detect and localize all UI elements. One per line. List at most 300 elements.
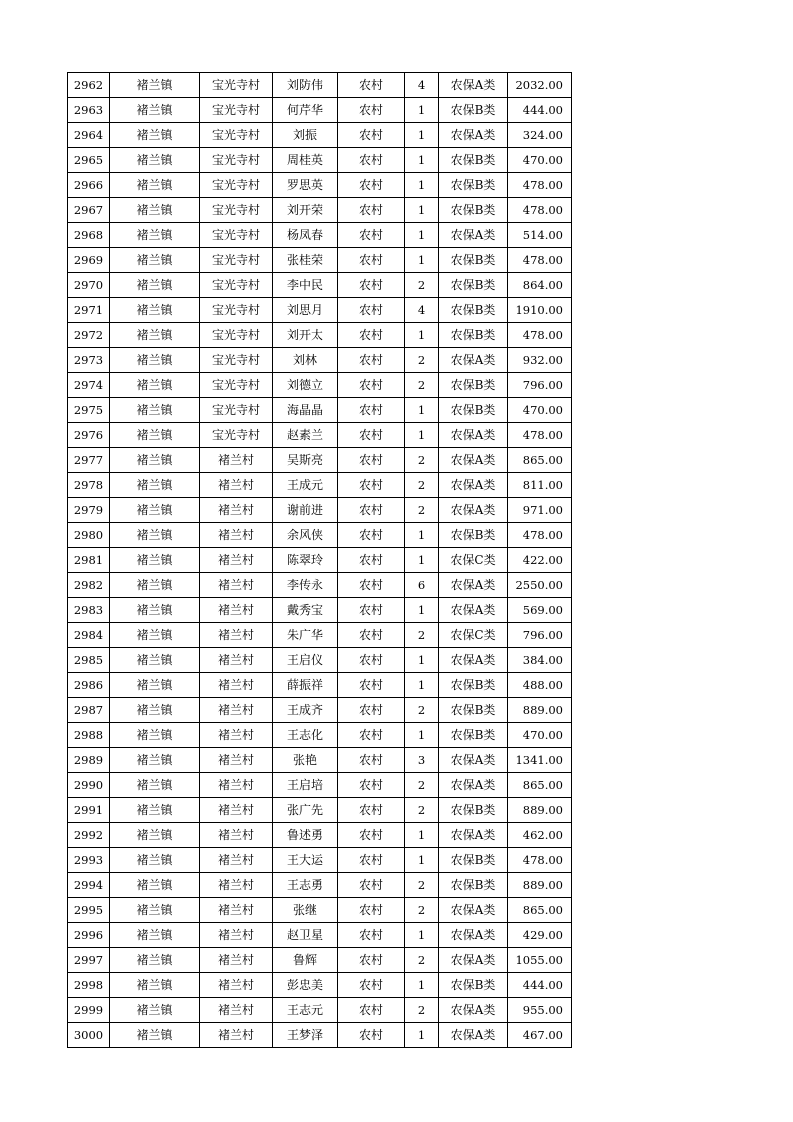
category-cell: 农保B类 — [439, 673, 508, 698]
amount-cell: 444.00 — [508, 98, 572, 123]
amount-cell: 971.00 — [508, 498, 572, 523]
name-cell: 王志元 — [273, 998, 338, 1023]
town-cell: 褚兰镇 — [110, 623, 200, 648]
count-cell: 1 — [405, 323, 439, 348]
village-cell: 宝光寺村 — [200, 398, 273, 423]
amount-cell: 889.00 — [508, 798, 572, 823]
amount-cell: 865.00 — [508, 773, 572, 798]
type-cell: 农村 — [338, 823, 405, 848]
count-cell: 1 — [405, 823, 439, 848]
village-cell: 宝光寺村 — [200, 123, 273, 148]
count-cell: 1 — [405, 973, 439, 998]
table-row — [68, 798, 572, 823]
town-cell: 褚兰镇 — [110, 673, 200, 698]
count-cell: 2 — [405, 348, 439, 373]
village-cell: 宝光寺村 — [200, 373, 273, 398]
count-cell: 3 — [405, 748, 439, 773]
count-cell: 1 — [405, 148, 439, 173]
amount-cell: 478.00 — [508, 198, 572, 223]
town-cell: 褚兰镇 — [110, 823, 200, 848]
type-cell: 农村 — [338, 323, 405, 348]
name-cell: 杨凤春 — [273, 223, 338, 248]
town-cell: 褚兰镇 — [110, 498, 200, 523]
village-cell: 宝光寺村 — [200, 173, 273, 198]
category-cell: 农保A类 — [439, 748, 508, 773]
category-cell: 农保A类 — [439, 498, 508, 523]
table-row — [68, 973, 572, 998]
village-cell: 褚兰村 — [200, 973, 273, 998]
count-cell: 2 — [405, 448, 439, 473]
amount-cell: 422.00 — [508, 548, 572, 573]
category-cell: 农保B类 — [439, 798, 508, 823]
category-cell: 农保B类 — [439, 373, 508, 398]
table-row — [68, 948, 572, 973]
name-cell: 刘思月 — [273, 298, 338, 323]
name-cell: 余风侠 — [273, 523, 338, 548]
type-cell: 农村 — [338, 673, 405, 698]
category-cell: 农保C类 — [439, 548, 508, 573]
name-cell: 鲁述勇 — [273, 823, 338, 848]
count-cell: 2 — [405, 498, 439, 523]
serial-cell: 2964 — [68, 123, 110, 148]
name-cell: 张桂荣 — [273, 248, 338, 273]
count-cell: 1 — [405, 423, 439, 448]
amount-cell: 889.00 — [508, 698, 572, 723]
town-cell: 褚兰镇 — [110, 973, 200, 998]
type-cell: 农村 — [338, 948, 405, 973]
table-row — [68, 573, 572, 598]
count-cell: 1 — [405, 723, 439, 748]
category-cell: 农保A类 — [439, 948, 508, 973]
village-cell: 褚兰村 — [200, 598, 273, 623]
type-cell: 农村 — [338, 723, 405, 748]
name-cell: 刘开太 — [273, 323, 338, 348]
count-cell: 4 — [405, 298, 439, 323]
category-cell: 农保B类 — [439, 723, 508, 748]
amount-cell: 811.00 — [508, 473, 572, 498]
serial-cell: 2986 — [68, 673, 110, 698]
village-cell: 宝光寺村 — [200, 248, 273, 273]
serial-cell: 2976 — [68, 423, 110, 448]
serial-cell: 2980 — [68, 523, 110, 548]
name-cell: 陈翠玲 — [273, 548, 338, 573]
village-cell: 宝光寺村 — [200, 198, 273, 223]
type-cell: 农村 — [338, 698, 405, 723]
town-cell: 褚兰镇 — [110, 548, 200, 573]
table-row — [68, 473, 572, 498]
type-cell: 农村 — [338, 123, 405, 148]
amount-cell: 478.00 — [508, 848, 572, 873]
village-cell: 褚兰村 — [200, 673, 273, 698]
village-cell: 褚兰村 — [200, 948, 273, 973]
serial-cell: 2974 — [68, 373, 110, 398]
serial-cell: 2973 — [68, 348, 110, 373]
type-cell: 农村 — [338, 973, 405, 998]
amount-cell: 2550.00 — [508, 573, 572, 598]
name-cell: 王启仪 — [273, 648, 338, 673]
village-cell: 褚兰村 — [200, 498, 273, 523]
town-cell: 褚兰镇 — [110, 173, 200, 198]
count-cell: 1 — [405, 523, 439, 548]
count-cell: 1 — [405, 198, 439, 223]
serial-cell: 2984 — [68, 623, 110, 648]
type-cell: 农村 — [338, 773, 405, 798]
village-cell: 宝光寺村 — [200, 73, 273, 98]
count-cell: 2 — [405, 273, 439, 298]
type-cell: 农村 — [338, 398, 405, 423]
serial-cell: 2983 — [68, 598, 110, 623]
table-row — [68, 423, 572, 448]
serial-cell: 2975 — [68, 398, 110, 423]
serial-cell: 2982 — [68, 573, 110, 598]
amount-cell: 864.00 — [508, 273, 572, 298]
amount-cell: 470.00 — [508, 148, 572, 173]
amount-cell: 462.00 — [508, 823, 572, 848]
name-cell: 王成元 — [273, 473, 338, 498]
town-cell: 褚兰镇 — [110, 223, 200, 248]
amount-cell: 488.00 — [508, 673, 572, 698]
village-cell: 褚兰村 — [200, 998, 273, 1023]
name-cell: 李传永 — [273, 573, 338, 598]
serial-cell: 2995 — [68, 898, 110, 923]
village-cell: 褚兰村 — [200, 1023, 273, 1048]
category-cell: 农保A类 — [439, 123, 508, 148]
category-cell: 农保B类 — [439, 173, 508, 198]
town-cell: 褚兰镇 — [110, 523, 200, 548]
category-cell: 农保A类 — [439, 223, 508, 248]
count-cell: 2 — [405, 998, 439, 1023]
type-cell: 农村 — [338, 248, 405, 273]
name-cell: 张继 — [273, 898, 338, 923]
table-row — [68, 523, 572, 548]
name-cell: 张广先 — [273, 798, 338, 823]
type-cell: 农村 — [338, 623, 405, 648]
table-row — [68, 898, 572, 923]
amount-cell: 467.00 — [508, 1023, 572, 1048]
count-cell: 1 — [405, 648, 439, 673]
category-cell: 农保A类 — [439, 773, 508, 798]
town-cell: 褚兰镇 — [110, 698, 200, 723]
type-cell: 农村 — [338, 298, 405, 323]
town-cell: 褚兰镇 — [110, 848, 200, 873]
count-cell: 1 — [405, 923, 439, 948]
category-cell: 农保B类 — [439, 248, 508, 273]
town-cell: 褚兰镇 — [110, 648, 200, 673]
name-cell: 吴斯亮 — [273, 448, 338, 473]
type-cell: 农村 — [338, 1023, 405, 1048]
serial-cell: 2972 — [68, 323, 110, 348]
table-row — [68, 923, 572, 948]
count-cell: 2 — [405, 773, 439, 798]
type-cell: 农村 — [338, 848, 405, 873]
table-row — [68, 498, 572, 523]
table-row — [68, 623, 572, 648]
category-cell: 农保B类 — [439, 848, 508, 873]
count-cell: 2 — [405, 373, 439, 398]
count-cell: 1 — [405, 173, 439, 198]
count-cell: 2 — [405, 873, 439, 898]
table-row — [68, 373, 572, 398]
town-cell: 褚兰镇 — [110, 923, 200, 948]
town-cell: 褚兰镇 — [110, 723, 200, 748]
table-row — [68, 723, 572, 748]
amount-cell: 429.00 — [508, 923, 572, 948]
table-row — [68, 123, 572, 148]
table-row — [68, 323, 572, 348]
table-body — [68, 73, 572, 1048]
village-cell: 褚兰村 — [200, 698, 273, 723]
village-cell: 褚兰村 — [200, 573, 273, 598]
amount-cell: 384.00 — [508, 648, 572, 673]
category-cell: 农保A类 — [439, 648, 508, 673]
count-cell: 6 — [405, 573, 439, 598]
serial-cell: 2981 — [68, 548, 110, 573]
village-cell: 褚兰村 — [200, 723, 273, 748]
count-cell: 1 — [405, 1023, 439, 1048]
serial-cell: 2967 — [68, 198, 110, 223]
town-cell: 褚兰镇 — [110, 98, 200, 123]
count-cell: 2 — [405, 698, 439, 723]
serial-cell: 2989 — [68, 748, 110, 773]
name-cell: 王启培 — [273, 773, 338, 798]
type-cell: 农村 — [338, 573, 405, 598]
village-cell: 褚兰村 — [200, 623, 273, 648]
village-cell: 宝光寺村 — [200, 348, 273, 373]
town-cell: 褚兰镇 — [110, 573, 200, 598]
serial-cell: 2966 — [68, 173, 110, 198]
serial-cell: 2970 — [68, 273, 110, 298]
name-cell: 薛振祥 — [273, 673, 338, 698]
category-cell: 农保A类 — [439, 573, 508, 598]
amount-cell: 955.00 — [508, 998, 572, 1023]
count-cell: 2 — [405, 798, 439, 823]
town-cell: 褚兰镇 — [110, 248, 200, 273]
name-cell: 戴秀宝 — [273, 598, 338, 623]
table-row — [68, 248, 572, 273]
town-cell: 褚兰镇 — [110, 798, 200, 823]
table-row — [68, 548, 572, 573]
town-cell: 褚兰镇 — [110, 1023, 200, 1048]
village-cell: 宝光寺村 — [200, 148, 273, 173]
amount-cell: 470.00 — [508, 398, 572, 423]
serial-cell: 2998 — [68, 973, 110, 998]
serial-cell: 2971 — [68, 298, 110, 323]
name-cell: 刘振 — [273, 123, 338, 148]
serial-cell: 2985 — [68, 648, 110, 673]
name-cell: 王大运 — [273, 848, 338, 873]
town-cell: 褚兰镇 — [110, 873, 200, 898]
table-row — [68, 873, 572, 898]
table-row — [68, 598, 572, 623]
serial-cell: 2962 — [68, 73, 110, 98]
serial-cell: 2990 — [68, 773, 110, 798]
name-cell: 王梦泽 — [273, 1023, 338, 1048]
count-cell: 1 — [405, 398, 439, 423]
town-cell: 褚兰镇 — [110, 123, 200, 148]
amount-cell: 889.00 — [508, 873, 572, 898]
village-cell: 褚兰村 — [200, 923, 273, 948]
table-row — [68, 673, 572, 698]
table-row — [68, 348, 572, 373]
serial-cell: 2997 — [68, 948, 110, 973]
amount-cell: 1910.00 — [508, 298, 572, 323]
type-cell: 农村 — [338, 523, 405, 548]
serial-cell: 2968 — [68, 223, 110, 248]
town-cell: 褚兰镇 — [110, 748, 200, 773]
type-cell: 农村 — [338, 998, 405, 1023]
type-cell: 农村 — [338, 648, 405, 673]
serial-cell: 3000 — [68, 1023, 110, 1048]
name-cell: 赵卫星 — [273, 923, 338, 948]
table-row — [68, 748, 572, 773]
town-cell: 褚兰镇 — [110, 898, 200, 923]
type-cell: 农村 — [338, 373, 405, 398]
category-cell: 农保B类 — [439, 198, 508, 223]
amount-cell: 796.00 — [508, 373, 572, 398]
town-cell: 褚兰镇 — [110, 73, 200, 98]
category-cell: 农保A类 — [439, 348, 508, 373]
amount-cell: 932.00 — [508, 348, 572, 373]
category-cell: 农保A类 — [439, 898, 508, 923]
serial-cell: 2979 — [68, 498, 110, 523]
category-cell: 农保A类 — [439, 473, 508, 498]
count-cell: 1 — [405, 673, 439, 698]
type-cell: 农村 — [338, 923, 405, 948]
count-cell: 2 — [405, 473, 439, 498]
category-cell: 农保A类 — [439, 823, 508, 848]
village-cell: 宝光寺村 — [200, 323, 273, 348]
table-row — [68, 648, 572, 673]
serial-cell: 2969 — [68, 248, 110, 273]
town-cell: 褚兰镇 — [110, 948, 200, 973]
count-cell: 1 — [405, 248, 439, 273]
type-cell: 农村 — [338, 898, 405, 923]
town-cell: 褚兰镇 — [110, 273, 200, 298]
serial-cell: 2994 — [68, 873, 110, 898]
table-row — [68, 198, 572, 223]
village-cell: 褚兰村 — [200, 473, 273, 498]
category-cell: 农保B类 — [439, 298, 508, 323]
amount-cell: 478.00 — [508, 323, 572, 348]
name-cell: 何芹华 — [273, 98, 338, 123]
town-cell: 褚兰镇 — [110, 773, 200, 798]
town-cell: 褚兰镇 — [110, 373, 200, 398]
table-row — [68, 773, 572, 798]
serial-cell: 2993 — [68, 848, 110, 873]
category-cell: 农保A类 — [439, 598, 508, 623]
table-row — [68, 698, 572, 723]
category-cell: 农保B类 — [439, 698, 508, 723]
name-cell: 张艳 — [273, 748, 338, 773]
count-cell: 1 — [405, 848, 439, 873]
serial-cell: 2992 — [68, 823, 110, 848]
village-cell: 褚兰村 — [200, 773, 273, 798]
table-row — [68, 448, 572, 473]
count-cell: 1 — [405, 98, 439, 123]
town-cell: 褚兰镇 — [110, 473, 200, 498]
table-row — [68, 98, 572, 123]
village-cell: 褚兰村 — [200, 548, 273, 573]
category-cell: 农保A类 — [439, 923, 508, 948]
amount-cell: 444.00 — [508, 973, 572, 998]
type-cell: 农村 — [338, 448, 405, 473]
name-cell: 王志勇 — [273, 873, 338, 898]
village-cell: 褚兰村 — [200, 798, 273, 823]
name-cell: 王成齐 — [273, 698, 338, 723]
type-cell: 农村 — [338, 73, 405, 98]
village-cell: 褚兰村 — [200, 848, 273, 873]
amount-cell: 470.00 — [508, 723, 572, 748]
type-cell: 农村 — [338, 273, 405, 298]
amount-cell: 478.00 — [508, 523, 572, 548]
category-cell: 农保A类 — [439, 73, 508, 98]
category-cell: 农保B类 — [439, 523, 508, 548]
village-cell: 褚兰村 — [200, 448, 273, 473]
serial-cell: 2996 — [68, 923, 110, 948]
type-cell: 农村 — [338, 473, 405, 498]
count-cell: 2 — [405, 948, 439, 973]
name-cell: 海晶晶 — [273, 398, 338, 423]
name-cell: 刘林 — [273, 348, 338, 373]
table-row — [68, 848, 572, 873]
village-cell: 宝光寺村 — [200, 98, 273, 123]
category-cell: 农保A类 — [439, 998, 508, 1023]
type-cell: 农村 — [338, 223, 405, 248]
village-cell: 宝光寺村 — [200, 298, 273, 323]
type-cell: 农村 — [338, 173, 405, 198]
name-cell: 彭忠美 — [273, 973, 338, 998]
town-cell: 褚兰镇 — [110, 348, 200, 373]
serial-cell: 2977 — [68, 448, 110, 473]
type-cell: 农村 — [338, 348, 405, 373]
amount-cell: 514.00 — [508, 223, 572, 248]
category-cell: 农保C类 — [439, 623, 508, 648]
table-row — [68, 823, 572, 848]
name-cell: 鲁辉 — [273, 948, 338, 973]
category-cell: 农保B类 — [439, 98, 508, 123]
town-cell: 褚兰镇 — [110, 198, 200, 223]
amount-cell: 865.00 — [508, 448, 572, 473]
table-row — [68, 1023, 572, 1048]
count-cell: 1 — [405, 223, 439, 248]
name-cell: 赵素兰 — [273, 423, 338, 448]
serial-cell: 2999 — [68, 998, 110, 1023]
village-cell: 褚兰村 — [200, 523, 273, 548]
amount-cell: 2032.00 — [508, 73, 572, 98]
category-cell: 农保A类 — [439, 1023, 508, 1048]
village-cell: 褚兰村 — [200, 648, 273, 673]
count-cell: 2 — [405, 623, 439, 648]
serial-cell: 2978 — [68, 473, 110, 498]
amount-cell: 1055.00 — [508, 948, 572, 973]
amount-cell: 324.00 — [508, 123, 572, 148]
town-cell: 褚兰镇 — [110, 448, 200, 473]
amount-cell: 796.00 — [508, 623, 572, 648]
village-cell: 褚兰村 — [200, 823, 273, 848]
table-row — [68, 148, 572, 173]
table-row — [68, 298, 572, 323]
type-cell: 农村 — [338, 873, 405, 898]
serial-cell: 2987 — [68, 698, 110, 723]
village-cell: 褚兰村 — [200, 873, 273, 898]
amount-cell: 478.00 — [508, 423, 572, 448]
name-cell: 刘开荣 — [273, 198, 338, 223]
category-cell: 农保B类 — [439, 273, 508, 298]
amount-cell: 478.00 — [508, 248, 572, 273]
category-cell: 农保B类 — [439, 873, 508, 898]
count-cell: 1 — [405, 548, 439, 573]
town-cell: 褚兰镇 — [110, 298, 200, 323]
